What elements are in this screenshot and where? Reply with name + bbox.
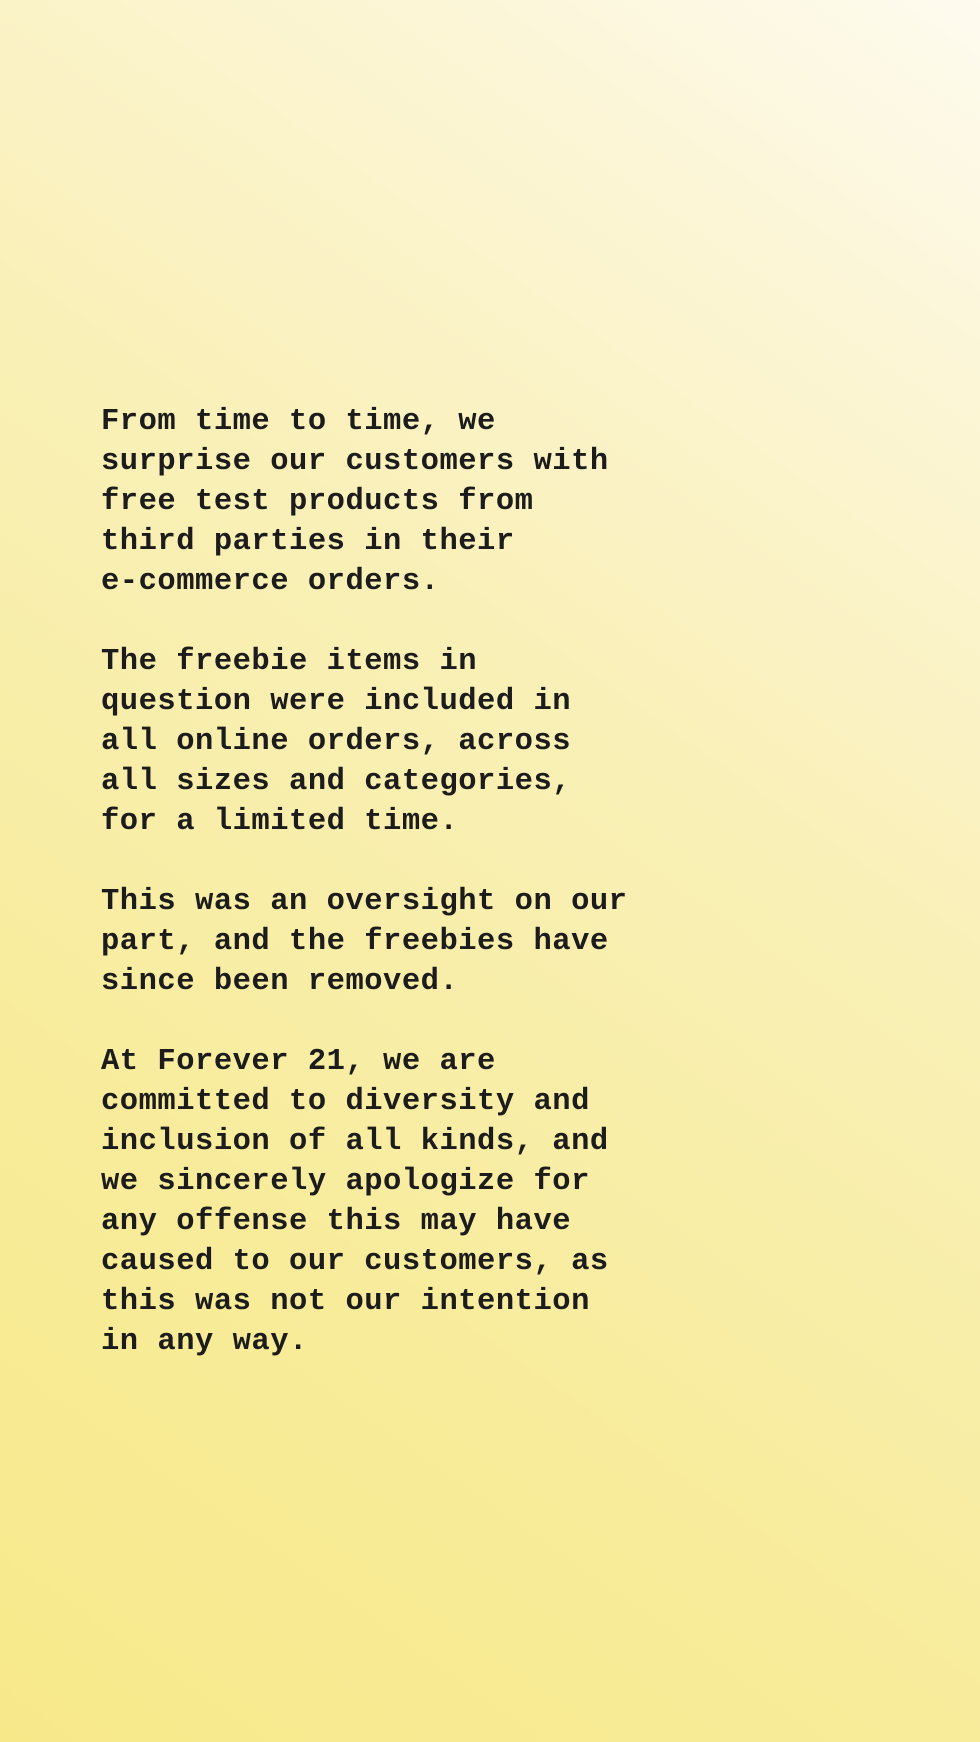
statement-line: this was not our intention <box>101 1285 590 1319</box>
statement-line: in any way. <box>101 1325 308 1359</box>
statement-line: since been removed. <box>101 965 459 999</box>
statement-line: all online orders, across <box>101 725 572 759</box>
statement-line: At Forever 21, we are <box>101 1045 496 1079</box>
statement-paragraph-2 <box>101 642 901 842</box>
statement-line: third parties in their <box>101 525 515 559</box>
statement-line: caused to our customers, as <box>101 1245 609 1279</box>
statement-line: we sincerely apologize for <box>101 1165 590 1199</box>
statement-line: part, and the freebies have <box>101 925 609 959</box>
apology-statement <box>101 402 901 1362</box>
statement-paragraph-4 <box>101 1042 901 1362</box>
statement-line: for a limited time. <box>101 805 459 839</box>
statement-line: all sizes and categories, <box>101 765 572 799</box>
statement-line: any offense this may have <box>101 1205 572 1239</box>
statement-line: e-commerce orders. <box>101 565 440 599</box>
statement-line: This was an oversight on our <box>101 885 628 919</box>
statement-line: The freebie items in <box>101 645 478 679</box>
statement-paragraph-1 <box>101 402 901 602</box>
statement-line: committed to diversity and <box>101 1085 590 1119</box>
statement-line: inclusion of all kinds, and <box>101 1125 609 1159</box>
statement-line: From time to time, we <box>101 405 496 439</box>
statement-line: surprise our customers with <box>101 445 609 479</box>
statement-line: free test products from <box>101 485 534 519</box>
statement-line: question were included in <box>101 685 572 719</box>
statement-paragraph-3 <box>101 882 901 1002</box>
